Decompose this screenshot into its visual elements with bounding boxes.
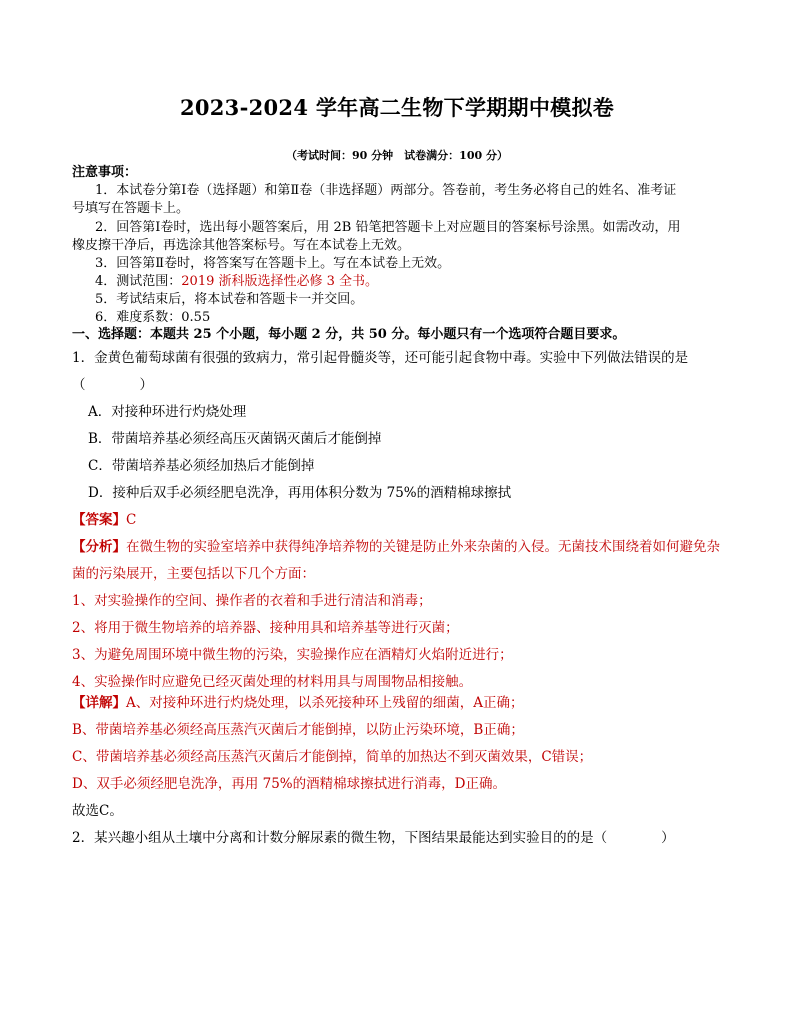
page-title: 2023-2024 学年高二生物下学期期中模拟卷: [179, 95, 615, 120]
analysis-point-4: 4、实验操作时应避免已经灭菌处理的材料用具与周围物品相接触。: [72, 674, 473, 690]
analysis-label: 【分析】: [72, 539, 126, 555]
test-scope: 2019 浙科版选择性必修 3 全书。: [181, 274, 379, 289]
option-c: C．带菌培养基必须经加热后才能倒掉: [88, 458, 315, 474]
question-1-bracket: （ ）: [72, 377, 153, 393]
analysis-text: 在微生物的实验室培养中获得纯净培养物的关键是防止外来杂菌的入侵。无菌技术围绕着如何避免杂: [126, 539, 720, 555]
question-2-stem: 2．某兴趣小组从土壤中分离和计数分解尿素的微生物，下图结果最能达到实验目的的是（ ）: [72, 830, 675, 846]
notice-item-2: 2．回答第Ⅰ卷时，选出每小题答案后，用 2B 铅笔把答题卡上对应题目的答案标号涂黑。如需改动，用: [95, 220, 681, 235]
analysis-point-2: 2、将用于微生物培养的培养器、接种用具和培养基等进行灭菌；: [72, 620, 459, 636]
notice-item-6: 6．难度系数：0.55: [95, 310, 211, 325]
answer-label: 【答案】: [72, 512, 126, 528]
detail-a: A、对接种环进行灼烧处理，以杀死接种环上残留的细菌，A正确；: [126, 695, 524, 711]
detail-c: C、带菌培养基必须经高压蒸汽灭菌后才能倒掉，简单的加热达不到灭菌效果，C错误；: [72, 749, 593, 765]
analysis-point-3: 3、为避免周围环境中微生物的污染，实验操作应在酒精灯火焰附近进行；: [72, 647, 513, 663]
notice-item-4: [95, 273, 745, 290]
section-heading: 一、选择题：本题共 25 个小题，每小题 2 分，共 50 分。每小题只有一个选项符合题目要求。: [72, 327, 626, 342]
answer-line: [72, 512, 722, 529]
detail-label: 【详解】: [72, 695, 126, 711]
option-b: B．带菌培养基必须经高压灭菌锅灭菌后才能倒掉: [88, 431, 382, 447]
notice-item-1-cont: 号填写在答题卡上。: [72, 201, 190, 216]
notice-heading: 注意事项：: [72, 165, 138, 180]
answer-value: C: [126, 512, 137, 528]
detail-d: D、双手必须经肥皂洗净，再用 75%的酒精棉球擦拭进行消毒，D正确。: [72, 776, 506, 792]
conclusion: 故选C。: [72, 803, 123, 819]
question-1-stem: 1．金黄色葡萄球菌有很强的致病力，常引起骨髓炎等，还可能引起食物中毒。实验中下列做法错误的是: [72, 350, 689, 366]
notice-item-4-label: 4．测试范围：: [95, 274, 182, 289]
analysis-point-1: 1、对实验操作的空间、操作者的衣着和手进行清洁和消毒；: [72, 593, 432, 609]
notice-item-5: 5．考试结束后，将本试卷和答题卡一并交回。: [95, 292, 364, 307]
option-d: D．接种后双手必须经肥皂洗净，再用体积分数为 75%的酒精棉球擦拭: [88, 485, 512, 501]
notice-item-3: 3．回答第Ⅱ卷时，将答案写在答题卡上。写在本试卷上无效。: [95, 256, 451, 271]
detail-line: [72, 695, 722, 712]
exam-info: （考试时间：90 分钟 试卷满分：100 分）: [286, 149, 508, 162]
notice-item-1: 1．本试卷分第Ⅰ卷（选择题）和第Ⅱ卷（非选择题）两部分。答卷前，考生务必将自己的姓名、准考证: [95, 183, 677, 198]
option-a: A．对接种环进行灼烧处理: [88, 404, 247, 420]
analysis-cont: 菌的污染展开，主要包括以下几个方面：: [72, 566, 315, 582]
notice-item-2-cont: 橡皮擦干净后，再选涂其他答案标号。写在本试卷上无效。: [72, 238, 411, 253]
detail-b: B、带菌培养基必须经高压蒸汽灭菌后才能倒掉，以防止污染环境，B正确；: [72, 722, 524, 738]
analysis-line: [72, 539, 722, 556]
